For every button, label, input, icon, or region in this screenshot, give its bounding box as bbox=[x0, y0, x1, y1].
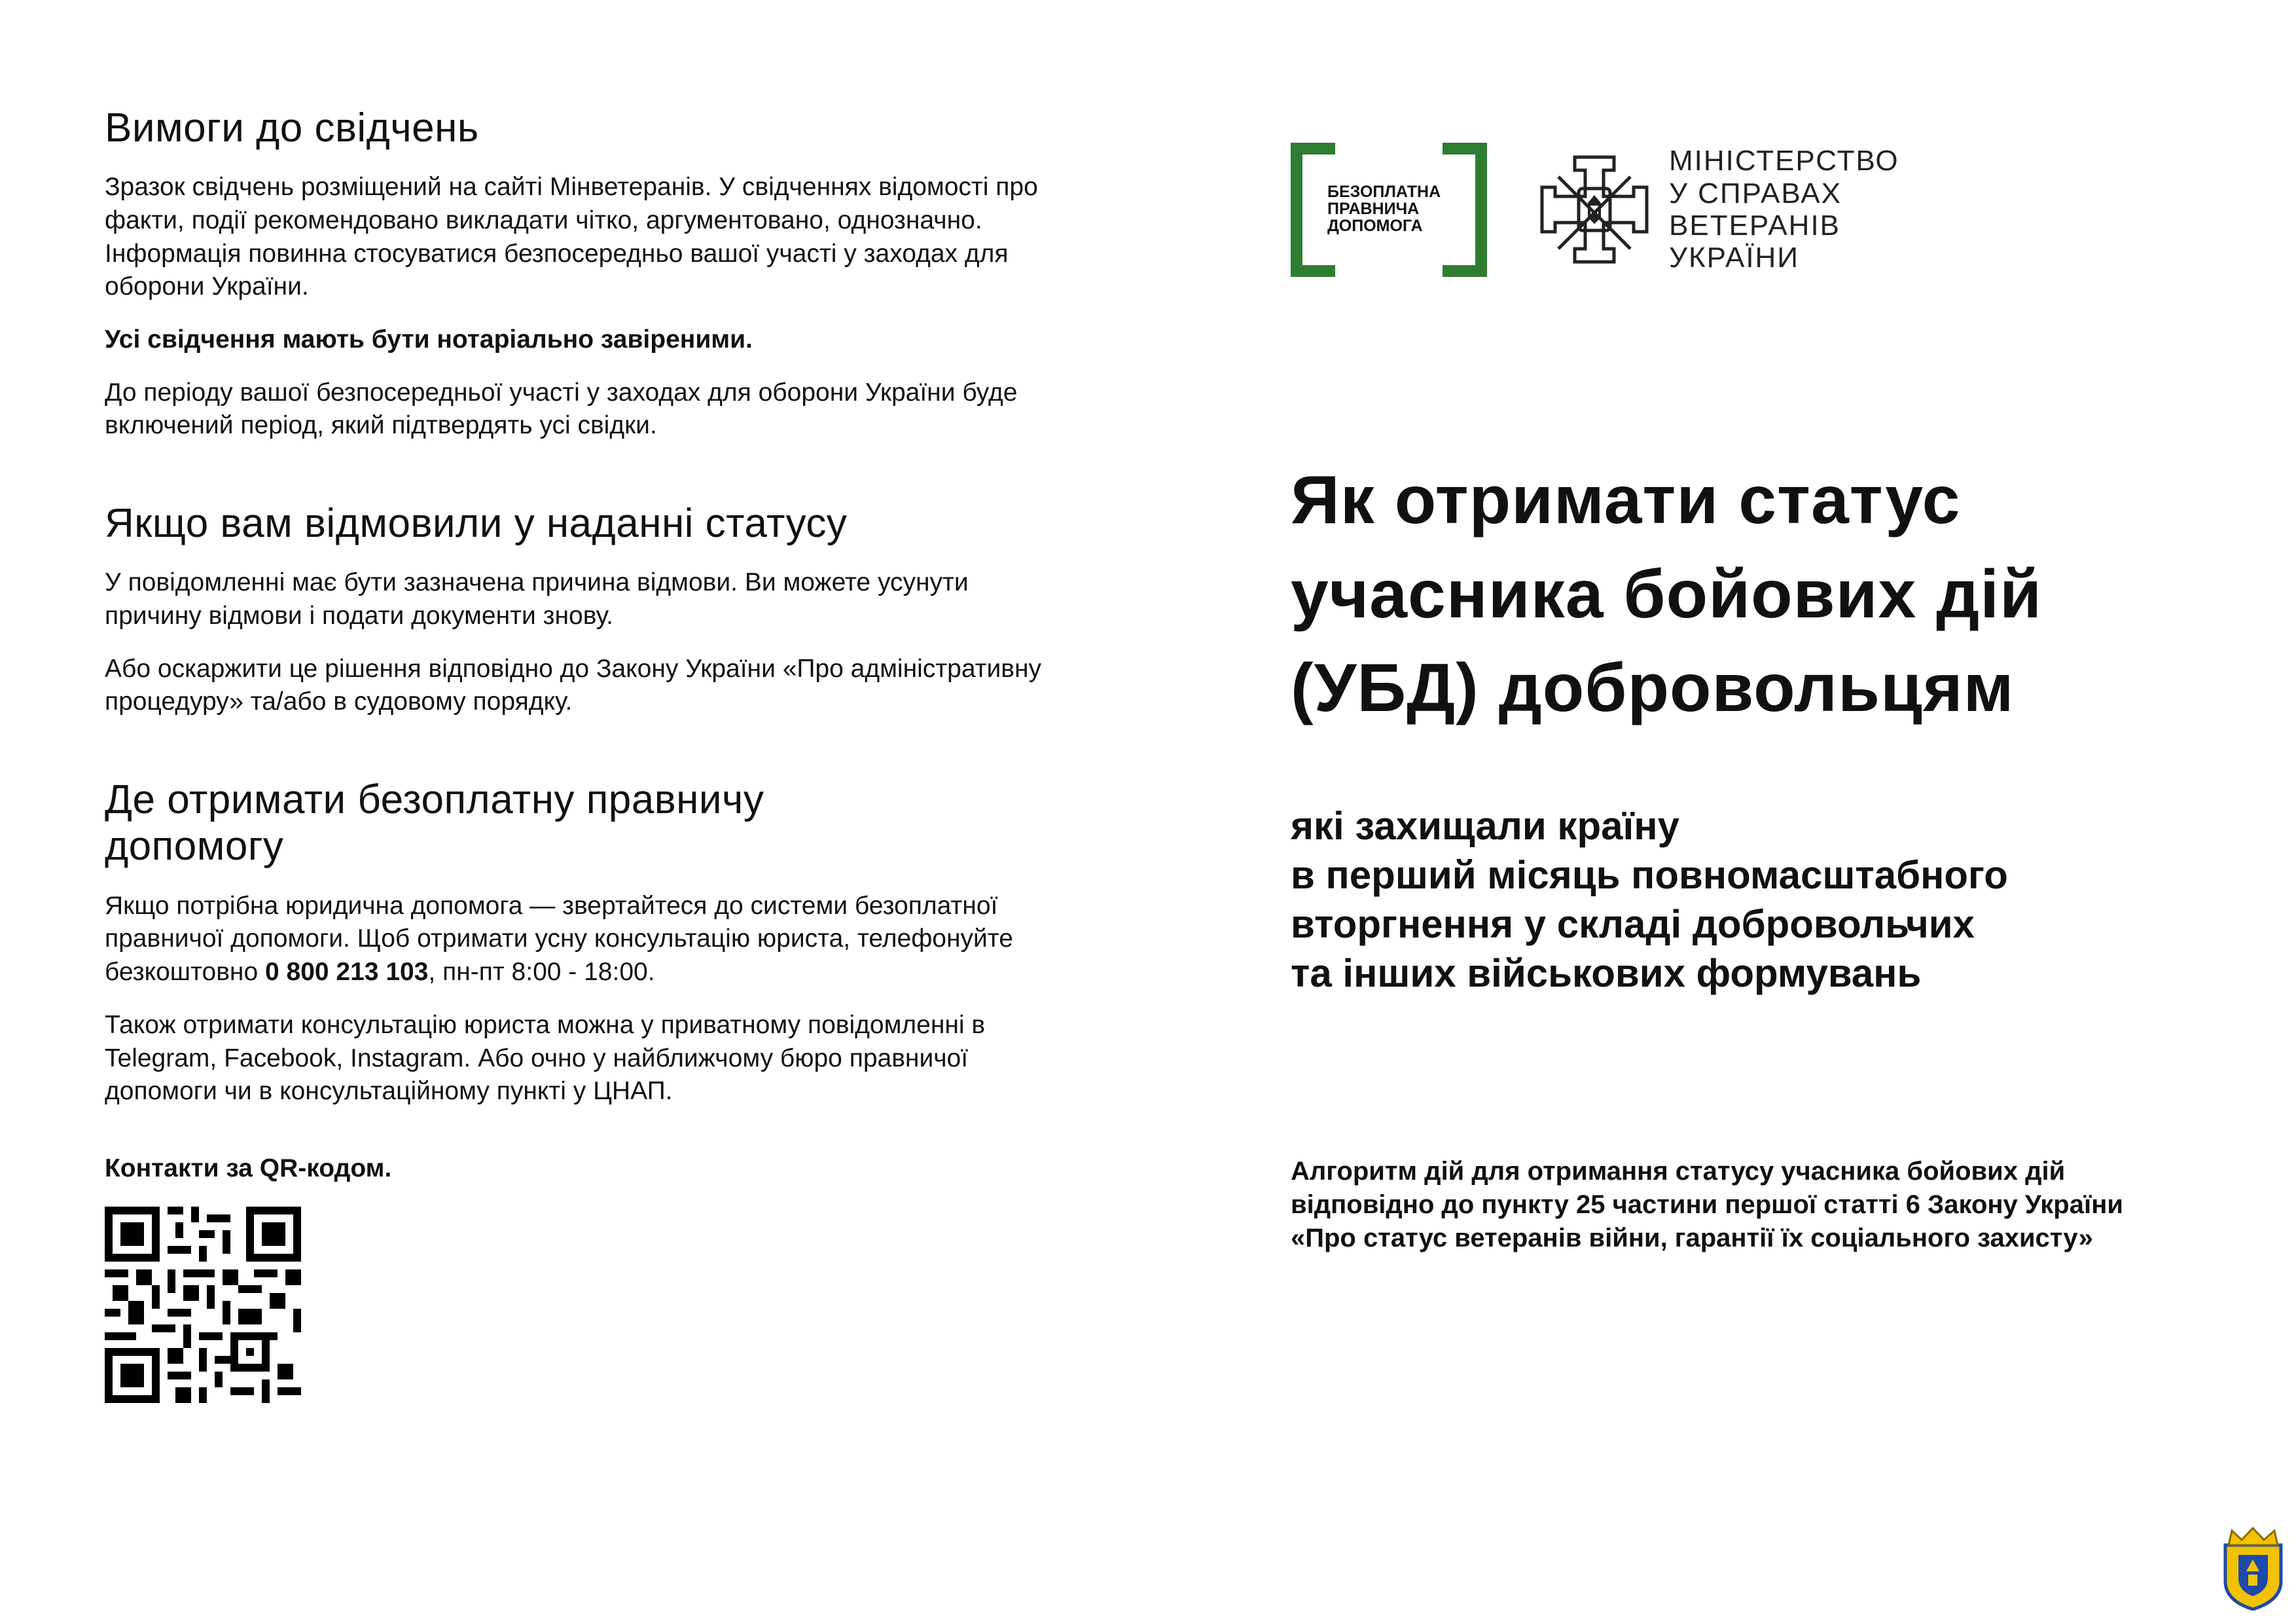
section-heading: Де отримати безоплатну правничу допомогу bbox=[105, 777, 764, 869]
logo-line: ДОПОМОГА bbox=[1327, 217, 1423, 235]
section-heading: Якщо вам відмовили у наданні статусу bbox=[105, 501, 848, 547]
title-line: учасника бойових дій bbox=[1291, 556, 2043, 632]
section-heading: Вимоги до свідчень bbox=[105, 105, 479, 151]
ministry-line: УКРАЇНИ bbox=[1669, 242, 1799, 274]
title-line: Як отримати статус bbox=[1291, 462, 1961, 538]
paragraph: До періоду вашої безпосередньої участі у заходах для оборони України буде включений період, який підтвердять усі свідки. bbox=[105, 378, 1018, 440]
subtitle-line: та інших військових формувань bbox=[1291, 951, 1922, 995]
subtitle bbox=[1291, 801, 2207, 998]
paragraph-text: , пн-пт 8:00 - 18:00. bbox=[428, 958, 655, 987]
paragraph: Або оскаржити це рішення відповідно до Закону України «Про адміністративну процедуру» та/або в судовому порядку. bbox=[105, 654, 1042, 716]
ministry-line: У СПРАВАХ bbox=[1669, 177, 1842, 210]
coat-of-arms-icon bbox=[2219, 1525, 2287, 1611]
logo-line: БЕЗОПЛАТНА bbox=[1327, 182, 1441, 201]
section-legal-aid bbox=[105, 776, 1047, 1108]
legal-aid-logo bbox=[1291, 143, 1487, 277]
notary-note: Усі свідчення мають бути нотаріально завіреними. bbox=[105, 325, 753, 354]
qr-code[interactable] bbox=[105, 1207, 301, 1403]
paragraph bbox=[105, 890, 1047, 989]
subtitle-line: в перший місяць повномасштабного bbox=[1291, 852, 2008, 897]
subtitle-line: вторгнення у складі добровольчих bbox=[1291, 902, 1975, 946]
algorithm-note: Алгоритм дій для отримання статусу учасника бойових дій відповідно до пункту 25 частини першої статті 6 Закону України «Про статус ветеранів війни, гарантії їх соціального захисту» bbox=[1291, 1156, 2123, 1252]
section-testimony-requirements bbox=[105, 105, 1047, 443]
subtitle-line: які захищали країну bbox=[1291, 803, 1679, 848]
ministry-name bbox=[1669, 145, 1899, 274]
legal-aid-logo-text bbox=[1327, 183, 1441, 235]
left-column bbox=[105, 105, 1047, 1406]
page-title bbox=[1291, 454, 2207, 736]
title-line: (УБД) добровольцям bbox=[1291, 650, 2015, 727]
paragraph: Зразок свідчень розміщений на сайті Мінветеранів. У свідченнях відомості про факти, події рекомендовано викладати чітко, аргументовано, однозначно. Інформація повинна стосуватися безпосередньо вашої участі у заходах для оборони України. bbox=[105, 173, 1038, 301]
right-column bbox=[1291, 141, 2207, 1255]
paragraph-text: Якщо потрібна юридична допомога — звертайтеся до системи безоплатної правничої допомоги. Щоб отримати усну консультацію юриста, телефонуйте безкоштовно bbox=[105, 891, 1013, 987]
ministry-cross-emblem-icon bbox=[1535, 151, 1653, 268]
logo-row bbox=[1291, 141, 2207, 278]
qr-label: Контакти за QR-кодом. bbox=[105, 1154, 392, 1182]
paragraph: Також отримати консультацію юриста можна у приватному повідомленні в Telegram, Facebook, Instagram. Або очно у найближчому бюро правничої допомоги чи в консультаційному пункті у ЦНАП. bbox=[105, 1010, 986, 1106]
paragraph: У повідомленні має бути зазначена причина відмови. Ви можете усунути причину відмови і подати документи знову. bbox=[105, 568, 969, 630]
section-refusal bbox=[105, 500, 1047, 719]
hotline-phone[interactable]: 0 800 213 103 bbox=[265, 958, 429, 987]
ministry-line: ВЕТЕРАНІВ bbox=[1669, 210, 1841, 242]
logo-line: ПРАВНИЧА bbox=[1327, 199, 1420, 218]
ministry-line: МІНІСТЕРСТВО bbox=[1669, 145, 1899, 177]
